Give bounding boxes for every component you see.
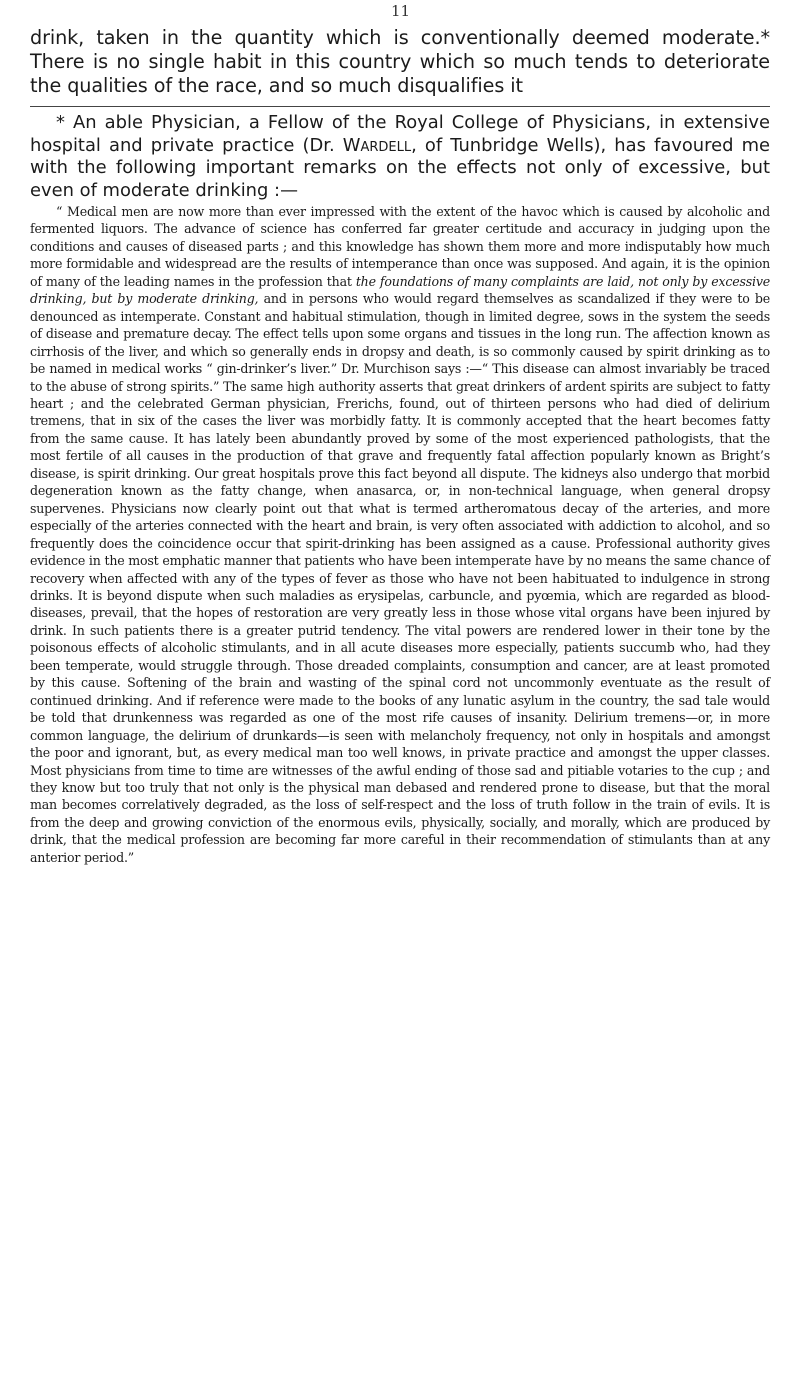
quotation-text-part-1: “ Medical men are now more than ever impressed with the extent of the havoc which is caused by alcoholic and fermented liquors. The advance of science has conferred far greater certitude and accuracy in judging upon the conditions and causes of diseased parts ; and this knowledge has shown them more and more indisputably how much more formidable and widespread are the results of intemperance than once was supposed. And again, it is the opinion of many of the leading names in the profession that [30,204,770,289]
footnote-author-name: Wardell [342,134,412,156]
footnote-quotation [30,203,770,866]
footnote-intro [30,112,770,202]
footnote-intro-end: , of Tunbridge Wells), has favoured me with the following important remarks on the effects not only of excessive, but even of moderate drinking :— [30,134,771,201]
page-number: 11 [390,2,411,20]
footnote-intro-start: * An able Physician, a Fellow of the Royal College of Physicians, in extensive hospital and private practice (Dr. [30,112,770,156]
body-paragraph: drink, taken in the quantity which is conventionally deemed moderate.* There is no single habit in this country which so much tends to deteriorate the qualities of the race, and so much disqualifies it [30,26,770,97]
quotation-italic-emphasis: the foundations of many complaints are laid, not only by excessive drinking, but by moderate drinking, [30,273,770,307]
footnote-divider [30,106,770,107]
quotation-text-part-2: and in persons who would regard themselves as scandalized if they were to be denounced as intemperate. Constant and habitual stimulation, though in limited degree, sows in the system the seeds of disease and premature decay. The effect tells upon some organs and tissues in the long run. The affection known as cirrhosis of the liver, and which so generally ends in dropsy and death, is so commonly caused by spirit drinking as to be named in medical works “ gin-drinker’s liver.” Dr. Murchison says :—“ This disease can almost invariably be traced to the abuse of strong spirits.” The same high authority asserts that great drinkers of ardent spirits are subject to fatty heart ; and the celebrated German physician, Frerichs, found, out of thirteen persons who had died of delirium tremens, that in six of the cases the liver was morbidly fatty. It is commonly accepted that the heart becomes fatty from the same cause. It has lately been abundantly proved by some of the most experienced pathologists, that the most fertile of all causes in the production of that grave and frequently fatal affection popularly known as Bright’s disease, is spirit drinking. Our great hospitals prove this fact beyond all dispute. The kidneys also undergo that morbid degeneration known as the fatty change, when anasarca, or, in non-technical language, when general dropsy supervenes. Physicians now clearly point out that what is termed artheromatous decay of the arteries, and more especially of the arteries connected with the heart and brain, is very often associated with addiction to alcohol, and so frequently does the coincidence occur that spirit-drinking has been assigned as a cause. Professional authority gives evidence in the most emphatic manner that patients who have been intemperate have by no means the same chance of recovery when affected with any of the types of fever as those who have not been habituated to indulgence in strong drinks. It is beyond dispute when such maladies as erysipelas, carbuncle, and pyœmia, which are regarded as blood-diseases, prevail, that the hopes of restoration are very greatly less in those whose vital organs have been injured by drink. In such patients there is a greater putrid tendency. The vital powers are rendered lower in their tone by the poisonous effects of alcoholic stimulants, and in all acute diseases more especially, patients succumb who, had they been temperate, would struggle through. Those dreaded complaints, consumption and cancer, are at least promoted by this cause. Softening of the brain and wasting of the spinal cord not uncommonly eventuate as the result of continued drinking. And if reference were made to the books of any lunatic asylum in the country, the sad tale would be told that drunkenness was regarded as one of the most rife causes of insanity. Delirium tremens—or, in more common language, the delirium of drunkards—is seen with melancholy frequency, not only in hospitals and amongst the poor and ignorant, but, as every medical man too well knows, in private practice and amongst the upper classes. Most physicians from time to time are witnesses of the awful ending of those sad and pitiable votaries to the cup ; and they know but too truly that not only is the physical man debased and rendered prone to disease, but that the moral man becomes correlatively degraded, as the loss of self-respect and the loss of truth follow in the train of evils. It is from the deep and growing conviction of the enormous evils, physically, socially, and morally, which are produced by drink, that the medical profession are becoming far more careful in their recommendation of stimulants than at any anterior period.” [30,291,770,865]
